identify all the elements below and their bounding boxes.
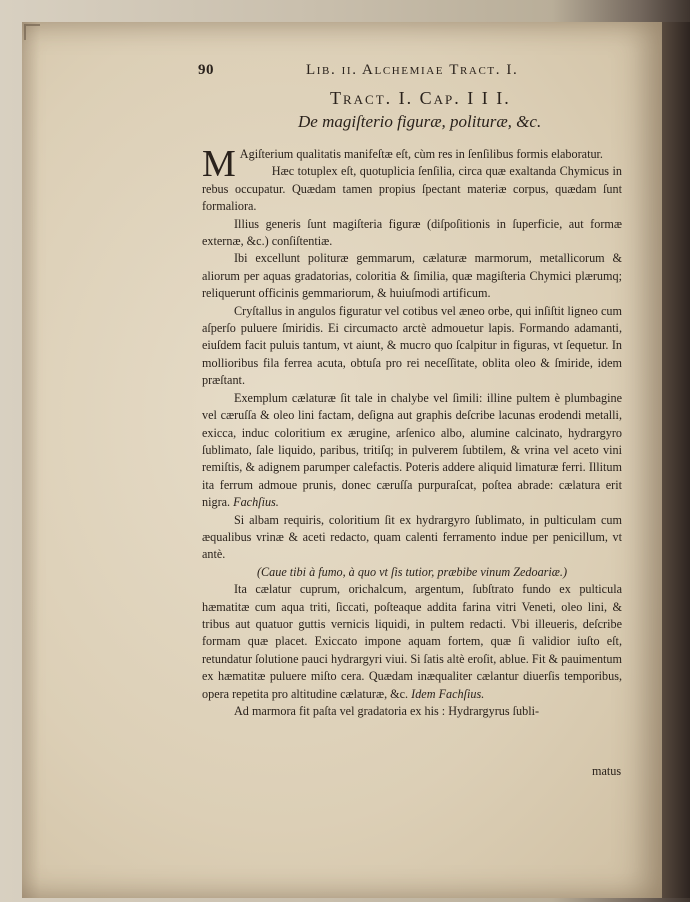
paragraph-text: Ibi excellunt polituræ gemmarum, cælaturæ marmorum, metallicorum & aliorum per aquas gradatorias, coloritia & ſimilia, quæ magiſteria Chymici plærumq; reliquerunt officinis gemmariorum, & huiuſmodi artificum. — [202, 251, 622, 301]
paragraph-2 — [202, 163, 622, 215]
corner-fold-mark — [24, 24, 40, 40]
chapter-heading: Tract. I. Cap. I I I. — [330, 88, 511, 108]
paragraph-text: Si albam requiris, coloritium ſit ex hydrargyro ſublimato, in pulticulam cum æqualibus vrinæ & aceti redacto, quam calenti ferramento indue per penicillum, vt antè. — [202, 512, 622, 562]
caution-text: (Caue tibi à fumo, à quo vt ſis tutior, præbibe vinum Zedoariæ.) — [256, 564, 568, 579]
catchword: matus — [592, 764, 622, 778]
chapter-title: De magiſterio figuræ, polituræ, &c. — [298, 112, 542, 131]
paragraph-5 — [202, 303, 622, 390]
paragraph-text: Cryſtallus in angulos figuratur vel cotibus vel æneo orbe, qui inſiſtit ligneo cum aſperſo puluere ſmiridis. Ei circumacto arctè admouetur lapis. Formando adamanti, eiuſdem facit puluis tantum, vt aiunt, & mucro quo ſcalpitur in figuras, vt ſequetur. In mollioribus fila ferrea acuta, obtuſa pro rei neceſſitate, oblita oleo & ſmiride, idem præſtant. — [202, 303, 622, 388]
paragraph-text: Illius generis ſunt magiſteria figuræ (diſpoſitionis in ſuperficie, aut formæ externæ, &c.) conſiſtentiæ. — [202, 216, 622, 249]
book-edge — [660, 22, 690, 898]
paragraph-9 — [202, 703, 622, 720]
body-text — [202, 143, 622, 720]
paragraph-7 — [202, 512, 622, 564]
paragraph-6 — [202, 390, 622, 512]
paragraph-4 — [202, 250, 622, 302]
attribution: Fachſius. — [233, 495, 279, 510]
binding-shadow — [22, 22, 40, 898]
running-head — [198, 62, 618, 82]
paragraph-text: Agiſterium qualitatis manifeſtæ eſt, cùm res in ſenſilibus formis elaboratur. — [239, 147, 603, 161]
page-number: 90 — [198, 62, 214, 78]
attribution: Idem Fachſius. — [411, 686, 485, 701]
paragraph-8 — [202, 581, 622, 703]
running-title: Lib. ii. Alchemiae Tract. I. — [306, 62, 519, 78]
drop-cap: M — [202, 143, 236, 185]
paragraph-text: Ita cælatur cuprum, orichalcum, argentum, ſubſtrato fundo ex pulticula hæmatitæ cum aqua triti, ſiccati, poſteaque addita farina vitri Veneti, oleo lini, & tribus aut quatuor guttis vernicis liquidi, in pultem redacti. Vbi illeueris, deſcribe formam quæ placet. Exiccato impone aquam fortem, quæ ſi validior iuſto eſt, retundatur ſolutione pauci hydrargyri viui. Si ſatis altè eroſit, ablue. Fit & pauimentum ex hæmatitæ puluere miſto cera. Quædam inæqualiter cælantur diuerſis temporibus, opera repetita pro altitudine cælaturæ, &c. — [202, 582, 622, 701]
caution-note — [202, 564, 622, 581]
paragraph-1 — [202, 143, 622, 185]
paragraph-text: Exemplum cælaturæ ſit tale in chalybe vel ſimili: illine pultem è plumbagine vel cæruſſa & oleo lini factam, deſigna aut graphis deſcribe lacunas erodendi metalli, exicca, induc coloritium ex ærugine, arſenico albo, alumine calcinato, hydrargyro ſublimato, ſale liquido, paribus, tritiſq; in pulverem ſubtilem, & vrina vel aceto vini remiſtis, & adignem parumper calefactis. Poteris addere aliquid limaturæ ferri. Illitum ita ferrum admoue prunis, donec cæruſſa purpuraſcat, poſtea abrade: cælatura erit nigra. — [202, 390, 622, 510]
paragraph-3 — [202, 216, 622, 251]
paragraph-text: Ad marmora fit paſta vel gradatoria ex his : Hydrargyrus ſubli- — [234, 704, 540, 718]
paragraph-text: Hæc totuplex eſt, quotuplicia ſenſilia, circa quæ exaltanda Chymicus in rebus occupatur. Quædam tamen propius ſpectant materiæ corpus, quædam ſunt formaliora. — [202, 164, 622, 214]
